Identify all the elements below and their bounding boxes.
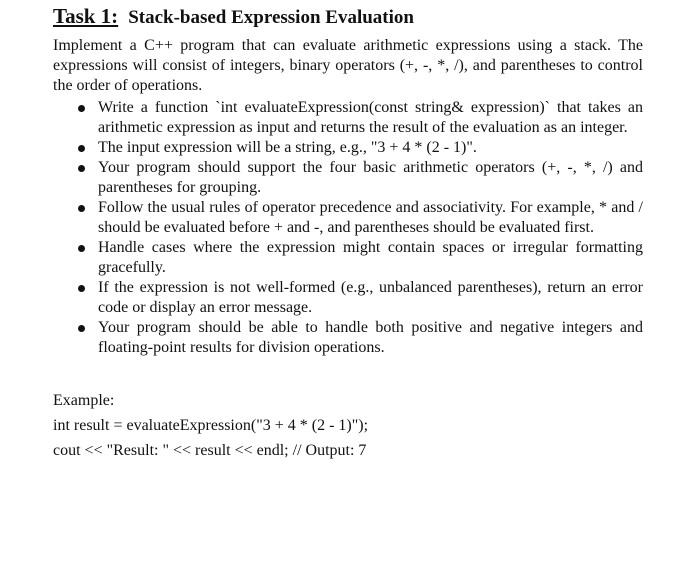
list-item xyxy=(98,98,643,138)
example-heading: Example: xyxy=(53,392,115,409)
requirements-list xyxy=(53,98,643,358)
bullet-icon xyxy=(78,205,85,212)
bullet-icon xyxy=(78,285,85,292)
list-item-text: If the expression is not well-formed (e.g., unbalanced parentheses), return an error code or display an error message. xyxy=(98,279,643,316)
bullet-icon xyxy=(78,325,85,332)
bullet-icon xyxy=(78,165,85,172)
list-item xyxy=(98,238,643,278)
list-item-text: Your program should support the four basic arithmetic operators (+, -, *, /) and parentheses for grouping. xyxy=(98,159,643,196)
bullet-icon xyxy=(78,145,85,152)
list-item-text: The input expression will be a string, e.g., "3 + 4 * (2 - 1)". xyxy=(98,139,477,156)
bullet-icon xyxy=(78,245,85,252)
bullet-icon xyxy=(78,105,85,112)
task-title: Stack-based Expression Evaluation xyxy=(128,7,414,28)
list-item xyxy=(98,138,643,158)
list-item-text: Handle cases where the expression might contain spaces or irregular formatting gracefully. xyxy=(98,239,643,276)
example-code-line-2: cout << "Result: " << result << endl; // Output: 7 xyxy=(53,442,367,459)
list-item-text: Your program should be able to handle both positive and negative integers and floating-point results for division operations. xyxy=(98,319,643,356)
list-item-text: Follow the usual rules of operator precedence and associativity. For example, * and / should be evaluated before + and -, and parentheses should be evaluated first. xyxy=(98,199,643,236)
list-item xyxy=(98,158,643,198)
task-heading xyxy=(53,4,643,30)
list-item-text: Write a function `int evaluateExpression(const string& expression)` that takes an arithmetic expression as input and returns the result of the evaluation as an integer. xyxy=(98,99,643,136)
task-document xyxy=(53,4,643,463)
list-item xyxy=(98,318,643,358)
list-item xyxy=(98,198,643,238)
list-item xyxy=(98,278,643,318)
example-code-line-1: int result = evaluateExpression("3 + 4 * (2 - 1)"); xyxy=(53,417,369,434)
intro-paragraph: Implement a C++ program that can evaluate arithmetic expressions using a stack. The expressions will consist of integers, binary operators (+, -, *, /), and parentheses to control the order of operations. xyxy=(53,37,643,94)
task-label: Task 1: xyxy=(53,4,119,28)
example-block xyxy=(53,388,643,463)
